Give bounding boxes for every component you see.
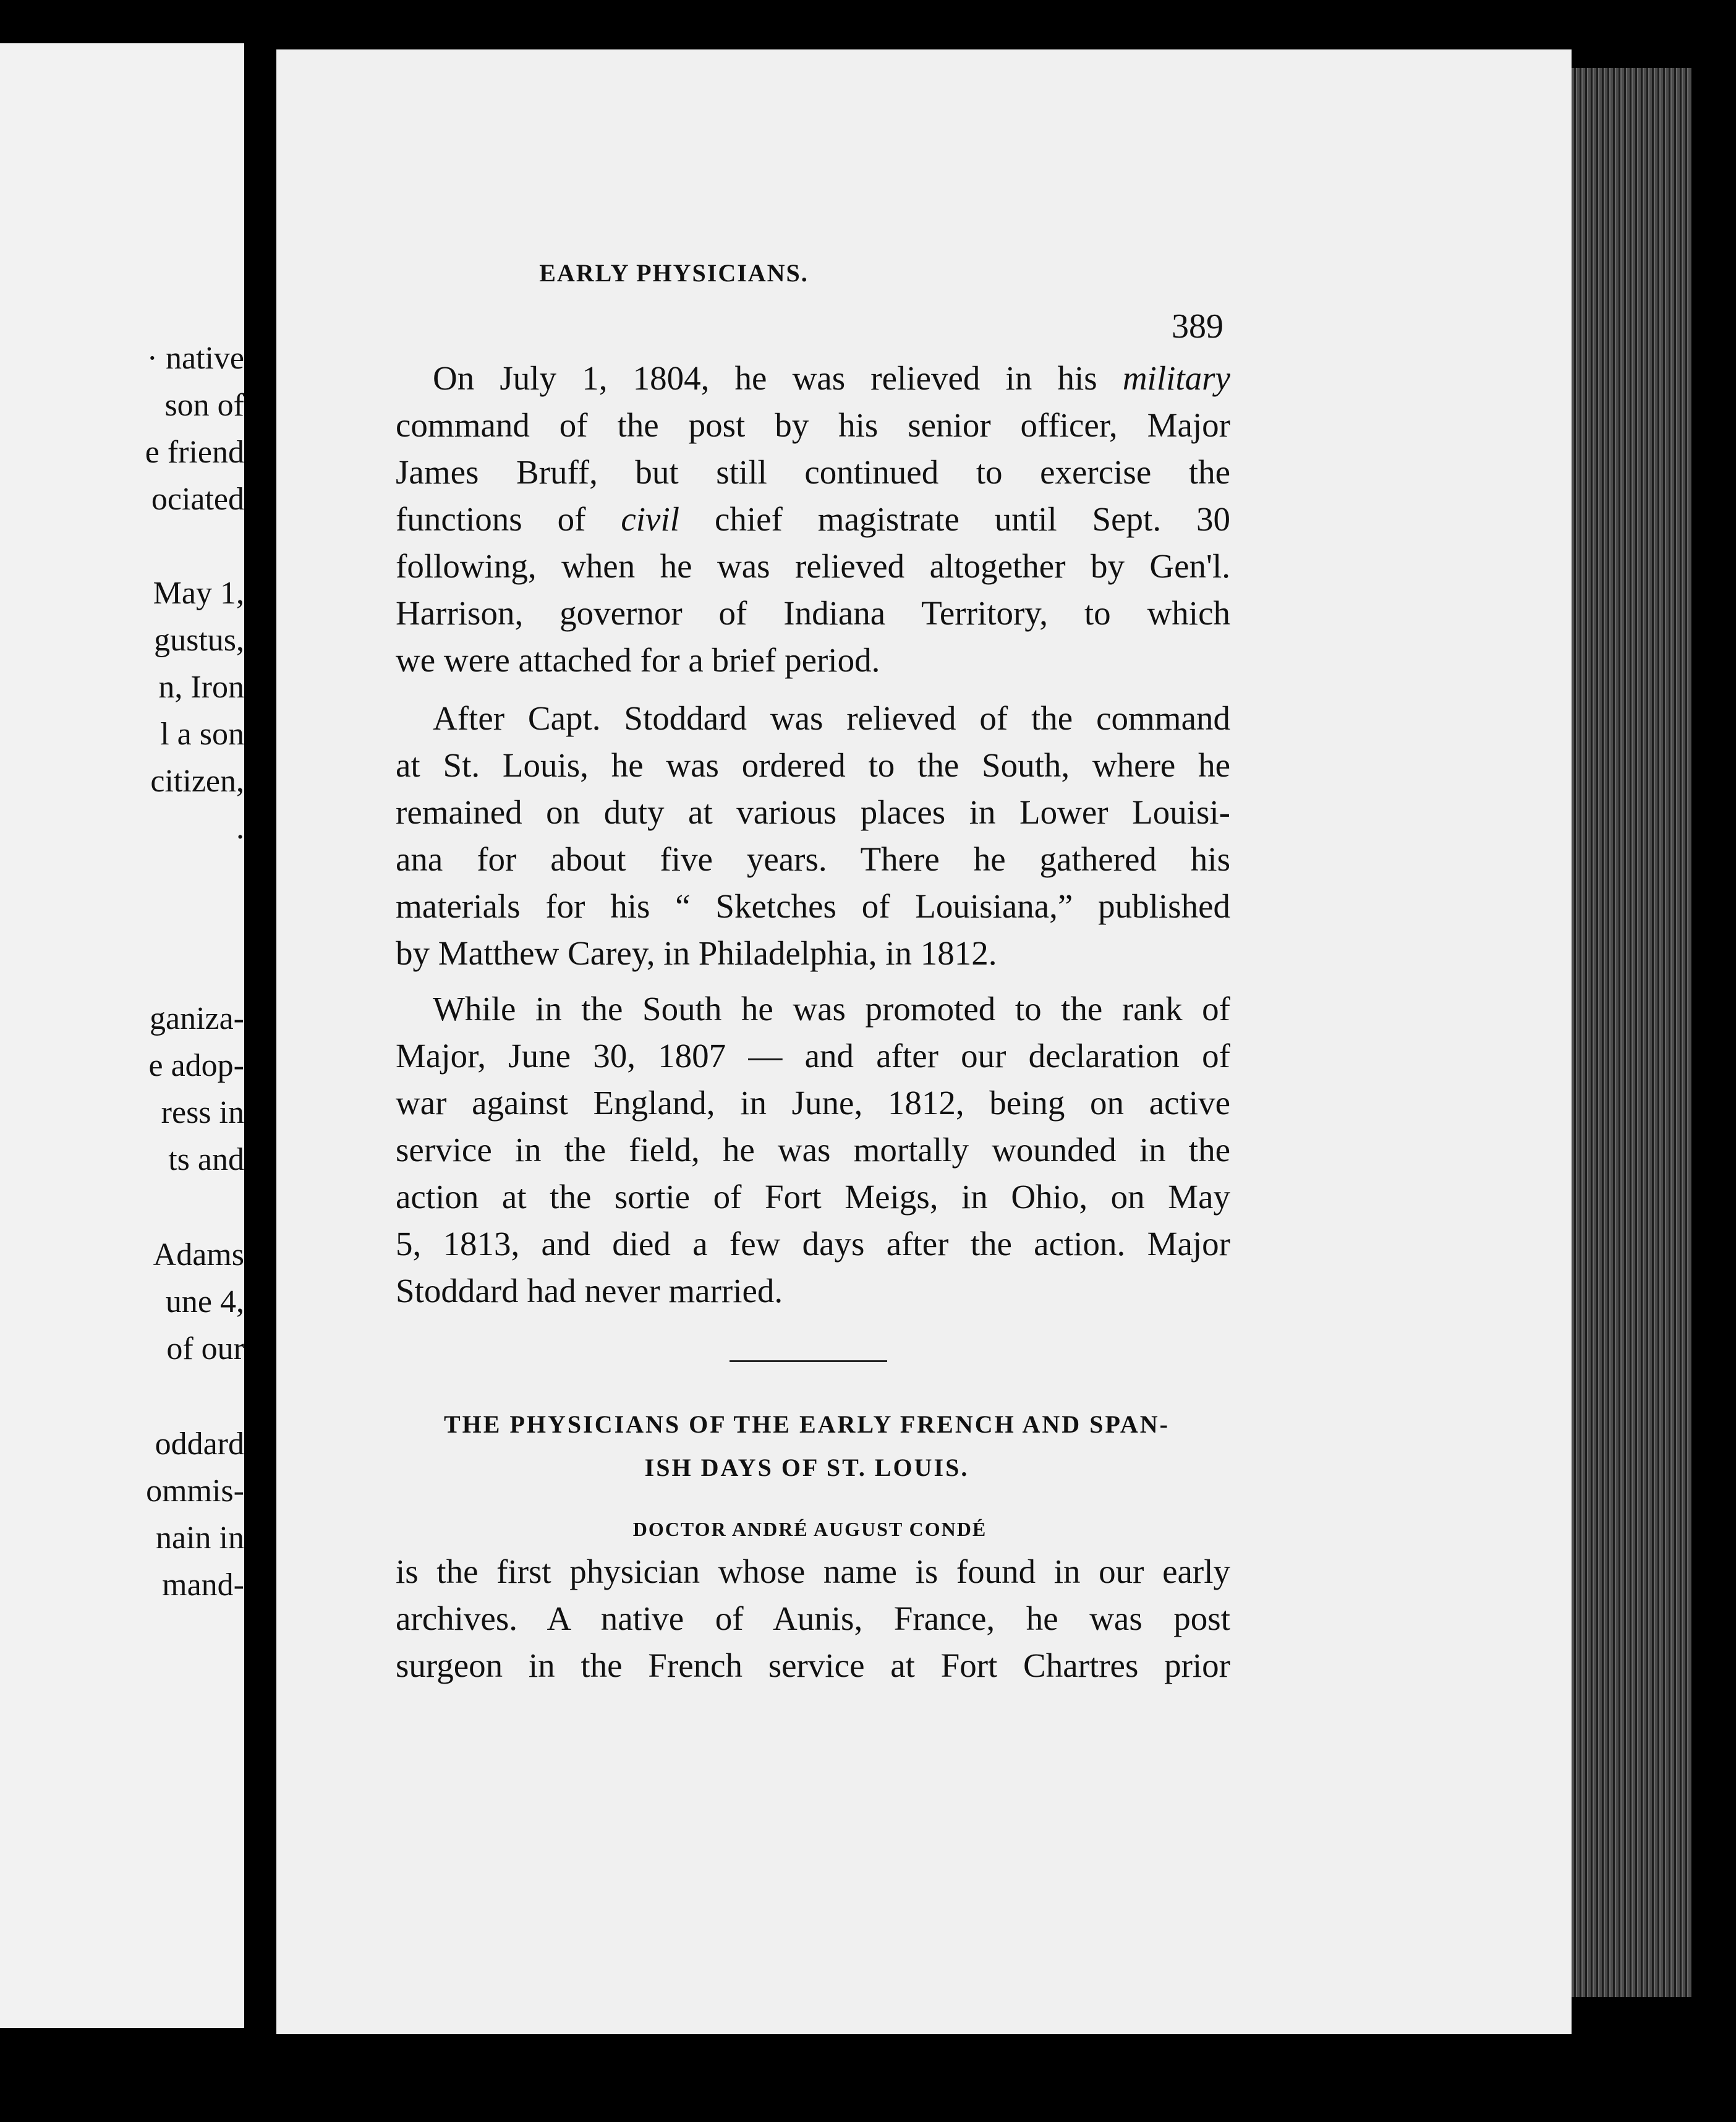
left-page-line: nain in [156,1520,244,1556]
paragraph-1-line: Harrison, governor of Indiana Territory, to which [396,594,1230,632]
left-page-line: e adop- [148,1048,244,1083]
paragraph-4-line: is the first physician whose name is found in our early [396,1553,1230,1590]
paragraph-2-line: by Matthew Carey, in Philadelphia, in 1812. [396,934,997,972]
left-page-line: gustus, [154,623,244,658]
left-page-line: n, Iron [158,670,244,705]
paragraph-3-line: 5, 1813, and died a few days after the action. Major [396,1225,1230,1263]
paragraph-1-line: On July 1, 1804, he was relieved in his military [433,359,1230,397]
left-page-line: of our [166,1331,244,1366]
section-heading-line: THE PHYSICIANS OF THE EARLY FRENCH AND SPAN- [443,1410,1170,1438]
paragraph-2-line: After Capt. Stoddard was relieved of the command [433,699,1230,737]
running-head: EARLY PHYSICIANS. [539,259,809,287]
page-edges [1572,68,1692,1997]
paragraph-1-line: we were attached for a brief period. [396,641,880,679]
paragraph-4-line: archives. A native of Aunis, France, he was post [396,1600,1230,1637]
paragraph-3-line: While in the South he was promoted to the rank of [433,990,1230,1028]
paragraph-3-line: war against England, in June, 1812, being on active [396,1084,1230,1122]
paragraph-2-line: remained on duty at various places in Lower Louisi- [396,793,1230,831]
paragraph-3-line: Major, June 30, 1807 — and after our declaration of [396,1037,1230,1075]
left-page-line: ts and [168,1142,244,1177]
left-page-line: ommis- [146,1473,244,1509]
left-page-line: citizen, [150,764,244,799]
left-page-line: mand- [162,1567,244,1603]
paragraph-4-line: surgeon in the French service at Fort Chartres prior [396,1647,1230,1684]
left-page-line: Adams [153,1237,244,1272]
left-page-line: l a son [160,717,244,752]
left-page-line: e friend [145,435,244,470]
page-number: 389 [1172,307,1223,346]
left-page-line: oddard [155,1426,244,1462]
left-page [0,43,244,2028]
left-page-line: . [236,811,244,846]
left-page-line: son of [164,388,244,423]
paragraph-3-line: service in the field, he was mortally wounded in the [396,1131,1230,1169]
left-page-line: ociated [151,482,244,517]
emphasis-military: military [1122,359,1230,397]
paragraph-1-line: following, when he was relieved altogether by Gen'l. [396,547,1230,585]
section-heading-line: ISH DAYS OF ST. LOUIS. [644,1454,969,1481]
left-page-line: ress in [161,1095,244,1130]
paragraph-3-line: Stoddard had never married. [396,1272,783,1310]
paragraph-2-line: at St. Louis, he was ordered to the South, where he [396,746,1230,784]
paragraph-1-line: functions of civil chief magistrate until Sept. 30 [396,500,1231,538]
subheading: DOCTOR ANDRÉ AUGUST CONDÉ [632,1518,987,1540]
paragraph-1-line: command of the post by his senior officer, Major [396,406,1230,444]
book-gutter [244,43,276,2028]
paragraph-3-line: action at the sortie of Fort Meigs, in Ohio, on May [396,1178,1230,1216]
left-page-line: ganiza- [149,1001,244,1036]
left-page-line: May 1, [153,576,244,611]
left-page-line: une 4, [165,1284,244,1319]
section-divider-rule [730,1360,887,1362]
paragraph-2-line: ana for about five years. There he gathered his [396,840,1230,878]
left-page-line: · native [147,341,244,376]
paragraph-1-line: James Bruff, but still continued to exercise the [396,453,1230,491]
emphasis-civil: civil [621,500,680,538]
paragraph-2-line: materials for his “ Sketches of Louisiana,” published [396,887,1230,925]
